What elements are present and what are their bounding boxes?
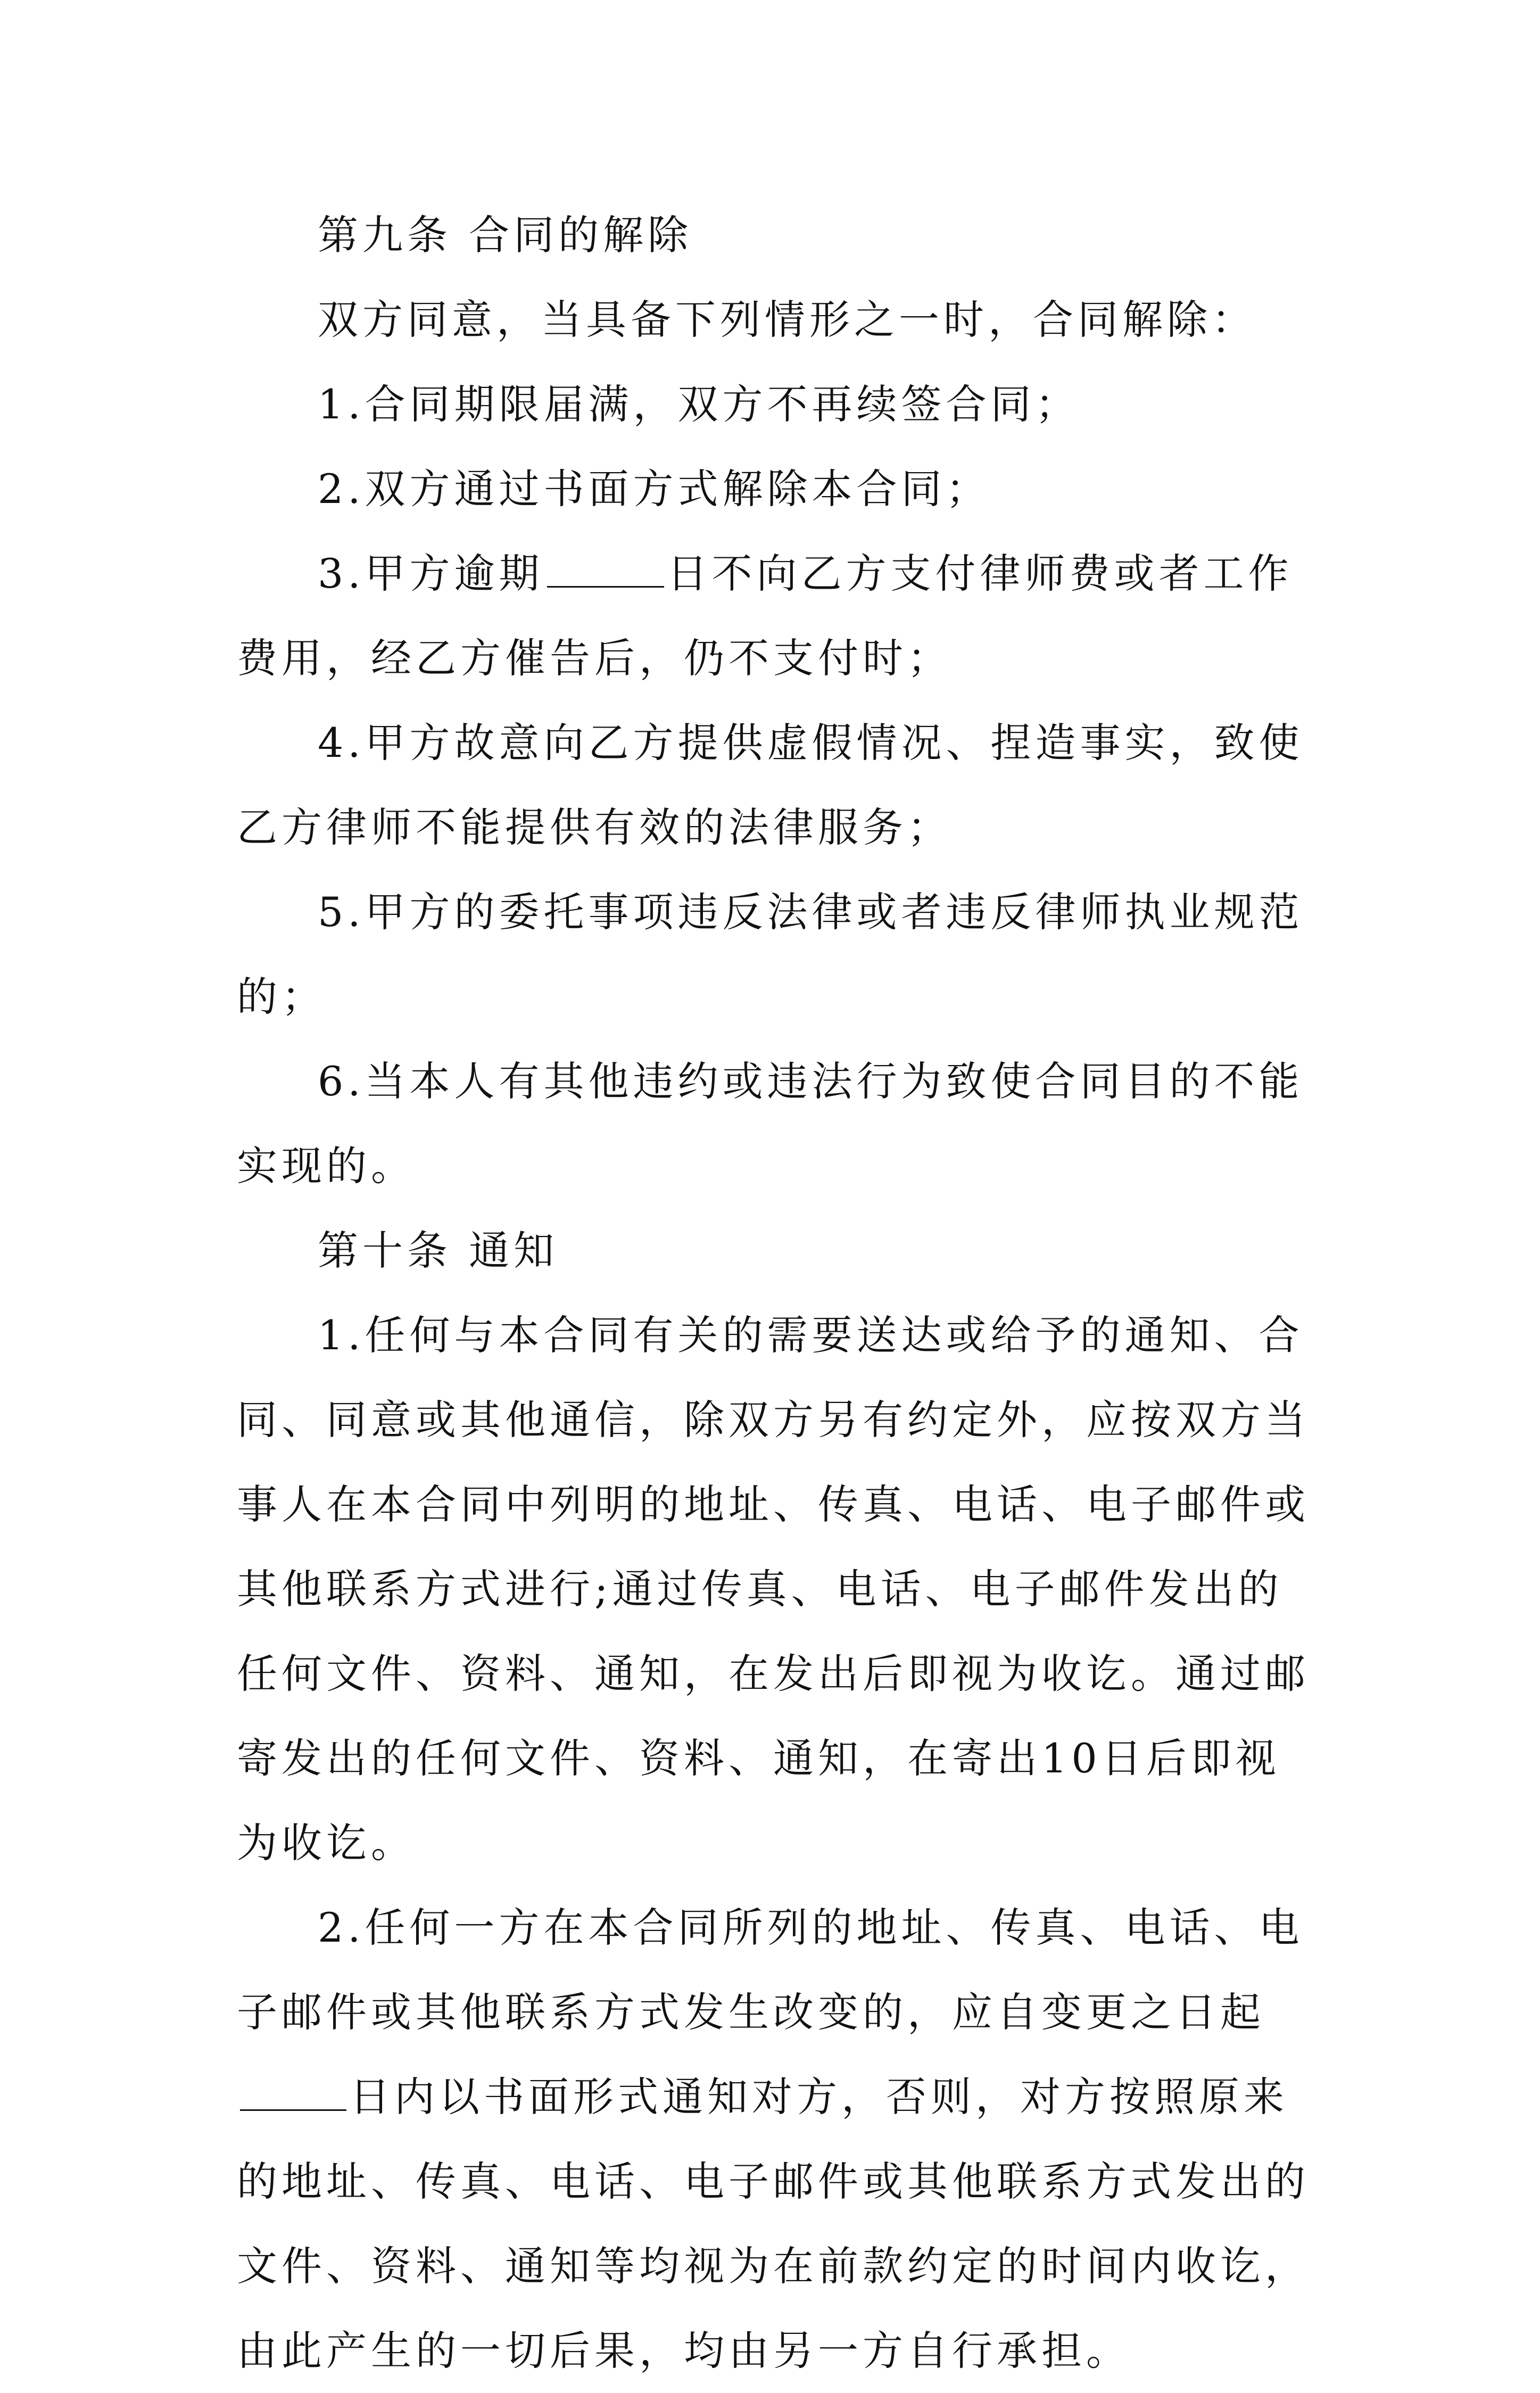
termination-item-2: 2.双方通过书面方式解除本合同； xyxy=(318,465,991,513)
termination-item-1: 1.合同期限届满，双方不再续签合同； xyxy=(318,381,1080,428)
termination-item-6: 6.当本人有其他违约或违法行为致使合同目的不能实现的。 xyxy=(237,1058,1304,1190)
days-blank xyxy=(240,2076,346,2111)
termination-item-4: 4.甲方故意向乙方提供虚假情况、捏造事实，致使乙方律师不能提供有效的法律服务； xyxy=(237,719,1304,851)
item-3-text-start: 3.甲方逾期 xyxy=(318,550,544,597)
document-body xyxy=(237,193,1312,2393)
section-9-intro: 双方同意，当具备下列情形之一时，合同解除： xyxy=(318,296,1256,343)
notice-2-text-start: 2.任何一方在本合同所列的地址、传真、电话、电子邮件或其他联系方式发生改变的，应自变更之日起 xyxy=(237,1904,1304,2036)
notice-item-1: 1.任何与本合同有关的需要送达或给予的通知、合同、同意或其他通信，除双方另有约定外，应按双方当事人在本合同中列明的地址、传真、电话、电子邮件或其他联系方式进行;通过传真、电话、电子邮件发出的任何文件、资料、通知，在发出后即视为收讫。通过邮寄发出的任何文件、资料、通知，在寄出10日后即视为收讫。 xyxy=(237,1311,1310,1867)
section-10-title: 第十条 通知 xyxy=(318,1227,559,1274)
section-9-title: 第九条 合同的解除 xyxy=(318,211,693,259)
notice-item-2 xyxy=(237,1885,1312,2393)
termination-item-3 xyxy=(237,531,1312,700)
termination-item-5: 5.甲方的委托事项违反法律或者违反律师执业规范的； xyxy=(237,888,1304,1020)
item-3-text-end: 日不向乙方支付律师费或者工作费用，经乙方催告后，仍不支付时； xyxy=(237,550,1293,682)
days-blank xyxy=(547,553,664,588)
notice-2-text-end: 日内以书面形式通知对方，否则，对方按照原来的地址、传真、电话、电子邮件或其他联系方式发出的文件、资料、通知等均视为在前款约定的时间内收讫，由此产生的一切后果，均由另一方自行承担。 xyxy=(237,2073,1310,2374)
